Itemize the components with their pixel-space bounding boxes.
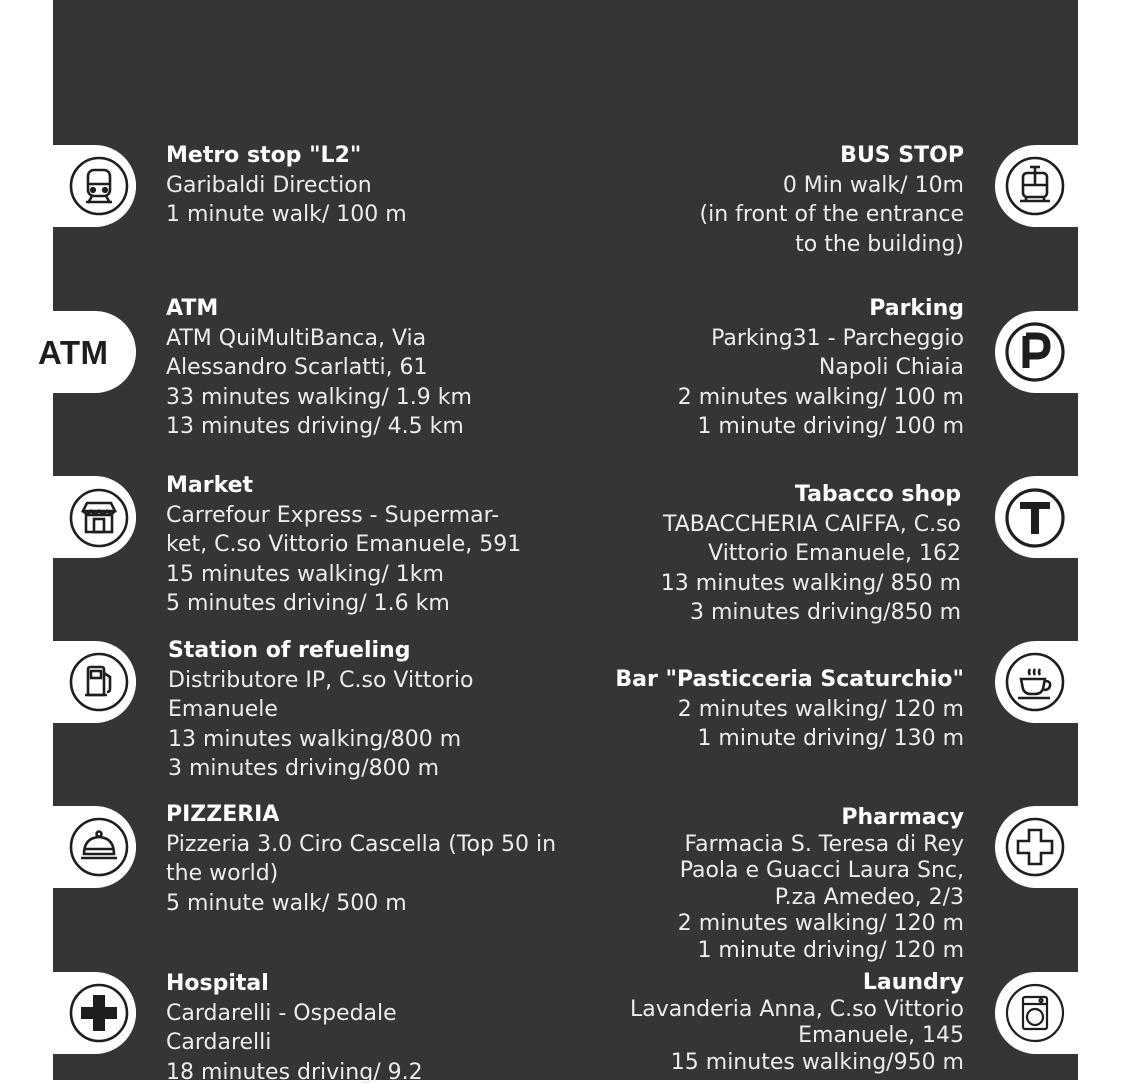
fuel-title: Station of refueling <box>168 638 411 663</box>
atm-line: Alessandro Scarlatti, 61 <box>166 355 428 381</box>
tabacco-title: Tabacco shop <box>794 482 961 507</box>
parking-icon <box>998 315 1072 389</box>
parking-line: Parking31 - Parcheggio <box>711 325 964 351</box>
fuel-line: 3 minutes driving/800 m <box>168 756 440 782</box>
tabacco-line: 13 minutes walking/ 850 m <box>660 570 961 596</box>
tabacco-info <box>661 480 961 628</box>
washing-machine-icon <box>998 976 1072 1050</box>
tabacco-icon <box>998 481 1072 555</box>
bar-line: 1 minute driving/ 130 m <box>697 726 964 752</box>
hospital-line: Cardarelli <box>166 1030 272 1056</box>
metro-info <box>166 141 407 230</box>
laundry-info <box>630 970 964 1076</box>
coffee-cup-icon <box>998 645 1072 719</box>
bar-title: Bar "Pasticceria Scaturchio" <box>615 667 964 692</box>
hospital-cross-icon <box>62 976 136 1050</box>
market-line: 5 minutes driving/ 1.6 km <box>166 591 450 617</box>
bar-line: 2 minutes walking/ 120 m <box>677 696 964 722</box>
tabacco-line: Vittorio Emanuele, 162 <box>708 541 961 567</box>
market-line: 15 minutes walking/ 1km <box>166 561 444 587</box>
tabacco-line: 3 minutes driving/850 m <box>689 600 961 626</box>
hospital-line: Cardarelli - Ospedale <box>166 1000 397 1026</box>
atm-title: ATM <box>166 296 219 321</box>
tabacco-line: TABACCHERIA CAIFFA, C.so <box>662 511 961 537</box>
pharmacy-title: Pharmacy <box>841 805 964 830</box>
laundry-line: Lavanderia Anna, C.so Vittorio <box>630 996 964 1022</box>
pizzeria-line: Pizzeria 3.0 Ciro Cascella (Top 50 in <box>166 831 557 857</box>
atm-line: ATM QuiMultiBanca, Via <box>166 325 427 351</box>
bus-line: (in front of the entrance <box>699 202 964 228</box>
pharmacy-cross-icon <box>998 810 1072 884</box>
hospital-info <box>166 969 423 1087</box>
metro-line: Garibaldi Direction <box>166 172 372 198</box>
market-title: Market <box>166 473 254 498</box>
fuel-info <box>168 636 473 784</box>
metro-title: Metro stop "L2" <box>166 143 362 168</box>
pizzeria-title: PIZZERIA <box>166 802 280 827</box>
market-line: ket, C.so Vittorio Emanuele, 591 <box>166 532 522 558</box>
bar-info <box>615 665 964 754</box>
pharmacy-line: Paola e Guacci Laura Snc, <box>679 858 964 883</box>
bus-icon <box>998 149 1072 223</box>
fuel-line: Emanuele <box>168 697 278 723</box>
hospital-title: Hospital <box>166 971 269 996</box>
laundry-line: Emanuele, 145 <box>798 1023 964 1048</box>
pharmacy-line: Farmacia S. Teresa di Rey <box>684 831 964 857</box>
parking-line: 2 minutes walking/ 100 m <box>677 384 964 410</box>
pharmacy-line: 2 minutes walking/ 120 m <box>677 911 964 936</box>
atm-info <box>166 294 472 442</box>
bus-line: 0 Min walk/ 10m <box>782 172 964 198</box>
pharmacy-line: 1 minute driving/ 120 m <box>697 937 964 963</box>
market-icon <box>62 481 136 555</box>
pizzeria-line: 5 minute walk/ 500 m <box>166 890 407 916</box>
atm-line: 33 minutes walking/ 1.9 km <box>166 384 472 410</box>
laundry-line: 15 minutes walking/950 m <box>670 1049 964 1075</box>
hospital-line: 18 minutes driving/ 9.2 <box>166 1059 423 1085</box>
fuel-line: Distributore IP, C.so Vittorio <box>168 667 474 693</box>
pizzeria-info <box>166 800 556 918</box>
atm-line: 13 minutes driving/ 4.5 km <box>166 414 464 440</box>
parking-line: Napoli Chiaia <box>818 355 964 381</box>
market-info <box>166 471 521 619</box>
parking-title: Parking <box>869 296 964 321</box>
parking-line: 1 minute driving/ 100 m <box>697 414 964 440</box>
train-icon <box>62 149 136 223</box>
fuel-line: 13 minutes walking/800 m <box>168 726 462 752</box>
atm-icon: ATM <box>38 334 109 371</box>
bus-title: BUS STOP <box>840 143 964 168</box>
metro-line: 1 minute walk/ 100 m <box>166 202 407 228</box>
pharmacy-info <box>678 805 964 964</box>
market-line: Carrefour Express - Supermar- <box>166 502 500 528</box>
bus-info <box>700 141 964 259</box>
pizzeria-line: the world) <box>166 861 279 887</box>
bus-line: to the building) <box>795 231 964 257</box>
laundry-title: Laundry <box>862 970 964 995</box>
fuel-pump-icon <box>62 645 136 719</box>
pharmacy-line: P.za Amedeo, 2/3 <box>774 884 964 910</box>
parking-info <box>678 294 964 442</box>
cloche-icon <box>62 810 136 884</box>
